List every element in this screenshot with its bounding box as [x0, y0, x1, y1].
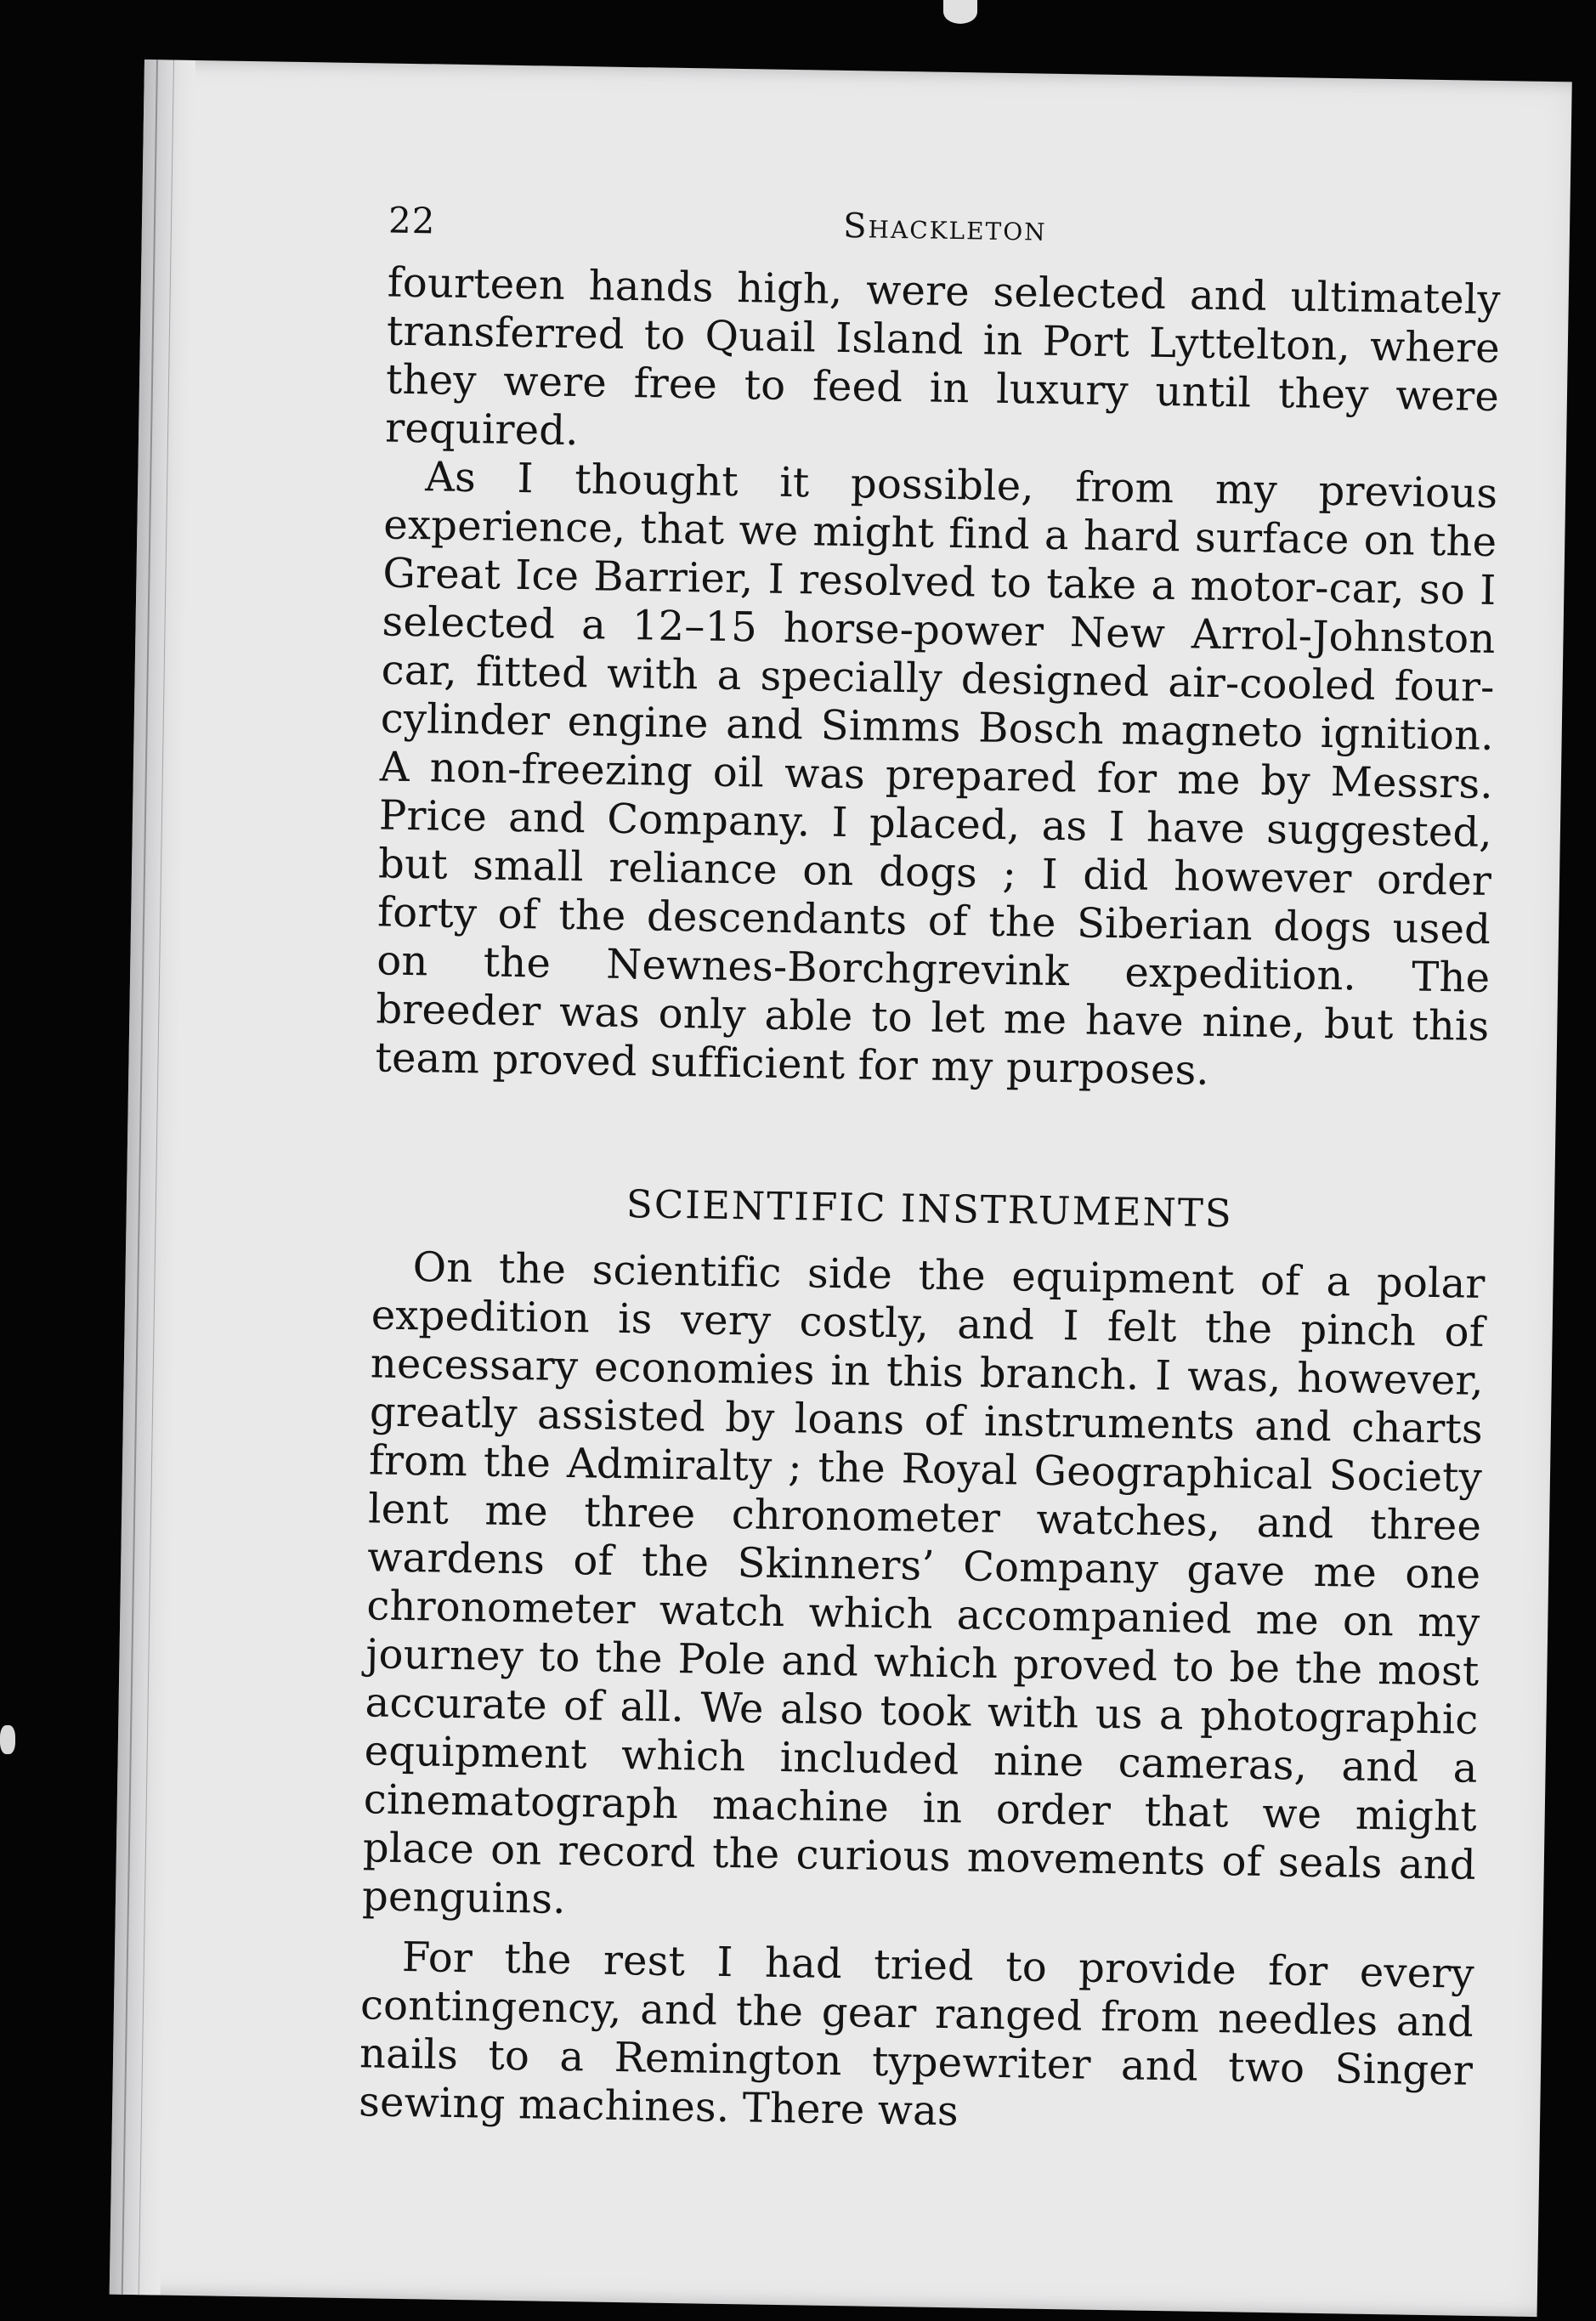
book-binding-edge — [110, 59, 195, 2296]
section-heading: SCIENTIFIC INSTRUMENTS — [625, 1181, 1234, 1237]
scan-artifact — [943, 0, 977, 24]
page-number: 22 — [388, 199, 436, 242]
paragraph: As I thought it possible, from my previous experience, that we might find a hard surface on the Great Ice Barrier, I resolved to take a motor-car, so I selected a 12–15 horse-power New Arrol-Johnston car, fitted with a specially designed air-cooled four-cylinder engine and Simms Bosch magneto ignition. A non-freezing oil was prepared for me by Messrs. Price and Company. I placed, as I have suggested, but small reliance on dogs ; I did however order forty of the descendants of the Siberian dogs used on the Newnes-Borchgrevink expedition. The breeder was only able to let me have nine, but this team proved sufficient for my purposes. — [375, 453, 1498, 1095]
page-text-block — [359, 200, 1502, 2144]
scan-artifact — [0, 1725, 15, 1754]
running-title: Shackleton — [842, 206, 1048, 249]
paragraph: On the scientific side the equipment of a polar expedition is very costly, and I felt the pinch of necessary economies in this branch. I was, however, greatly assisted by loans of instruments and charts from the Admiralty ; the Royal Geographical Society lent me three chronometer watches, and three wardens of the Skinners’ Company gave me one chronometer watch which accompanied me on my journey to the Pole and which proved to be the most accurate of all. We also took with us a photographic equipment which included nine cameras, and a cinematograph machine in order that we might place on record the curious movements of seals and penguins. — [361, 1243, 1486, 1924]
book-page — [110, 59, 1572, 2317]
paragraph: fourteen hands high, were selected and ultimately transferred to Quail Island in Port Lyttelton, where they were free to feed in luxury until they were required. — [384, 258, 1502, 456]
paragraph: For the rest I had tried to provide for every contingency, and the gear ranged from needles and nails to a Remington typewriter and two Singer sewing machines. There was — [358, 1933, 1475, 2136]
